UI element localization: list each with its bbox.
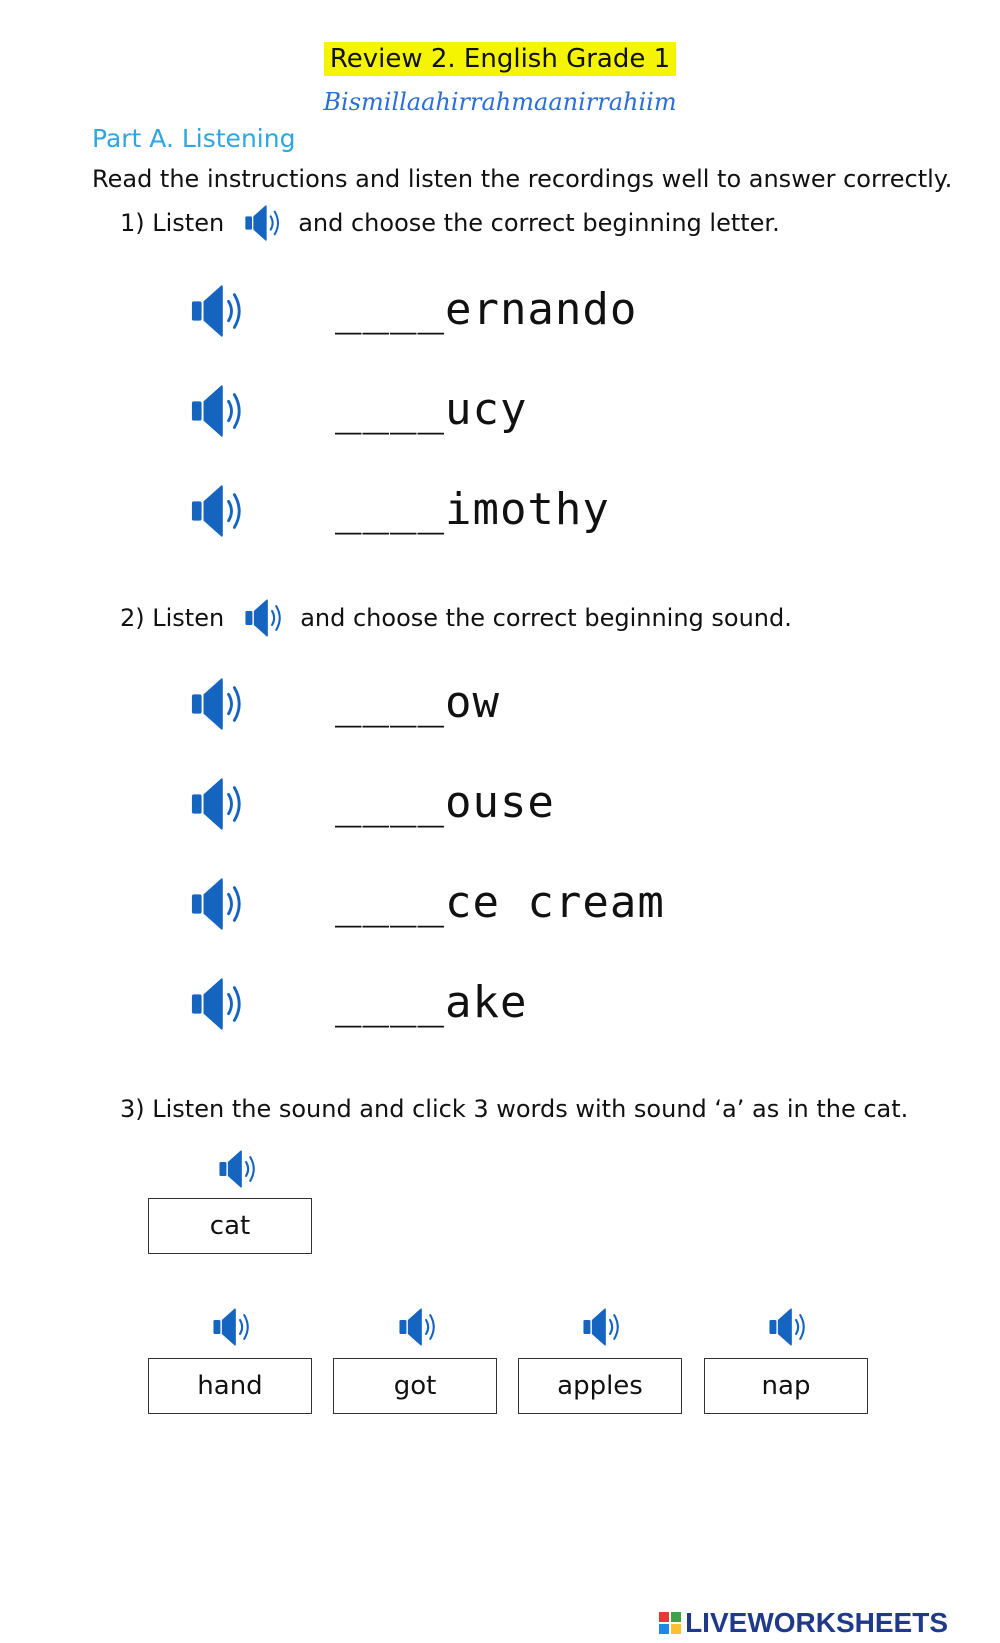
speaker-icon[interactable] [190,775,245,833]
logo-grid-icon [659,1612,681,1634]
speaker-icon[interactable] [190,875,245,933]
question-2-prefix: 2) Listen [120,604,225,632]
q2-item-3: ____ce cream [335,877,665,928]
q2-item-4: ____ake [335,977,528,1028]
speaker-icon[interactable] [190,482,245,540]
speaker-icon[interactable] [212,1306,252,1348]
speaker-icon[interactable] [218,1148,258,1190]
logo-square [659,1624,669,1634]
logo-square [671,1624,681,1634]
question-1-suffix: and choose the correct beginning letter. [298,209,780,237]
part-heading: Part A. Listening [92,124,296,153]
speaker-icon[interactable] [768,1306,808,1348]
speaker-icon[interactable] [190,382,245,440]
brand-text: LIVEWORKSHEETS [685,1607,948,1638]
title-text: Review 2. English Grade 1 [324,42,676,76]
speaker-icon[interactable] [582,1306,622,1348]
question-3-text: 3) Listen the sound and click 3 words with sound ‘a’ as in the cat. [120,1095,909,1123]
logo-square [671,1612,681,1622]
question-1 [120,203,780,243]
question-2-suffix: and choose the correct beginning sound. [300,604,792,632]
speaker-icon[interactable] [244,597,284,639]
speaker-icon[interactable] [190,282,245,340]
worksheet-title [0,44,1000,74]
option-box-nap[interactable]: nap [704,1358,868,1414]
q2-item-1: ____ow [335,677,500,728]
subtitle: Bismillaahirrahmaanirrahiim [323,88,677,116]
speaker-icon[interactable] [190,675,245,733]
option-box-got[interactable]: got [333,1358,497,1414]
speaker-icon[interactable] [398,1306,438,1348]
q1-item-2: ____ucy [335,384,528,435]
q1-item-3: ____imothy [335,484,610,535]
instructions: Read the instructions and listen the recordings well to answer correctly. [92,165,953,193]
option-box-apples[interactable]: apples [518,1358,682,1414]
liveworksheets-logo [659,1607,948,1639]
question-3 [120,1095,908,1123]
option-box-hand[interactable]: hand [148,1358,312,1414]
q2-item-2: ____ouse [335,777,555,828]
speaker-icon[interactable] [244,203,282,243]
speaker-icon[interactable] [190,975,245,1033]
question-2 [120,597,792,639]
question-1-prefix: 1) Listen [120,209,225,237]
example-word-box: cat [148,1198,312,1254]
logo-square [659,1612,669,1622]
q1-item-1: ____ernando [335,284,638,335]
